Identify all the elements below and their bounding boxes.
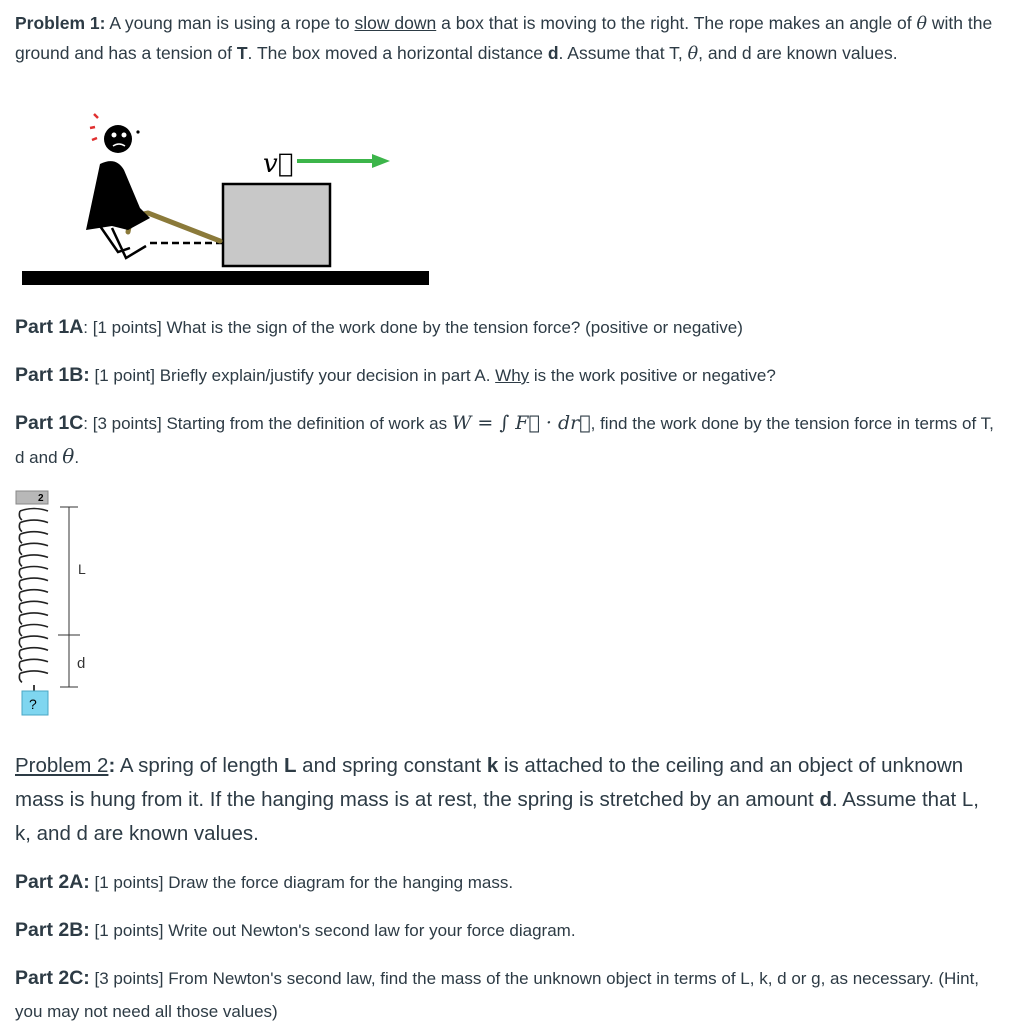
problem1-text: Problem 1: A young man is using a rope to slow down a box that is moving to the right. The rope makes an angle of θ with the ground and has a tension of T. The box moved a horizontal distance d. Assume that T, θ, and d are known values. (15, 13, 993, 64)
part2C: Part 2C: [3 points] From Newton's second law, find the mass of the unknown object in terms of L, k, d or g, as necessary. (Hint, you may not need all those values) (15, 967, 980, 1021)
eye-left (112, 133, 117, 138)
ceiling-label: 2 (38, 493, 44, 504)
problem2-text: Problem 2: A spring of length L and spring constant k is attached to the ceiling and an object of unknown mass is hung from it. If the hanging mass is at rest, the spring is stretched by an amount d. Assume that L, k, and d are known values. (15, 754, 979, 845)
velocity-label: v⃗ (263, 149, 294, 179)
spring-constant-symbol: k (486, 754, 499, 777)
velocity-arrowhead (372, 154, 390, 168)
part2B-label: Part 2B: (15, 919, 90, 941)
problem1-label: Problem 1: (15, 13, 106, 33)
work-formula: W = ∫ F⃗ · dr⃗ (451, 412, 591, 434)
why-emphasis: Why (495, 366, 530, 385)
eye-right (122, 133, 127, 138)
part1C-label: Part 1C (15, 412, 84, 434)
slow-down-emphasis: slow down (354, 13, 437, 33)
part2B: Part 2B: [1 points] Write out Newton's second law for your force diagram. (15, 919, 576, 941)
d-label: d (77, 655, 86, 672)
strain-mark-3 (92, 138, 97, 140)
spring-coil (19, 567, 48, 579)
spring-coil (19, 636, 48, 648)
strain-mark-1 (90, 127, 95, 128)
spring-coil (19, 601, 48, 613)
spring-coil (19, 543, 48, 555)
spring-coil (19, 578, 48, 590)
spring-coil (19, 555, 48, 567)
L-label: L (78, 561, 86, 577)
man-legs (100, 226, 146, 258)
theta-symbol-1c: θ (62, 444, 75, 468)
spring-coil (19, 590, 48, 602)
figure-man-rope-box (0, 0, 440, 300)
part2C-label: Part 2C: (15, 967, 90, 989)
part1B-label: Part 1B: (15, 364, 90, 386)
length-symbol: L (283, 754, 297, 777)
tension-symbol: T (236, 43, 248, 63)
spring-coil (19, 659, 48, 671)
effort-dot (136, 130, 139, 133)
part1C: Part 1C: [3 points] Starting from the definition of work as W = ∫ F⃗ · dr⃗, find the work done by the tension force in terms of T, d and θ. (15, 412, 994, 468)
spring-coil (19, 509, 48, 521)
figure-spring-mass (0, 485, 110, 735)
part1A-label: Part 1A (15, 316, 84, 338)
distance-symbol: d (547, 43, 559, 63)
spring-coil (19, 625, 48, 637)
part2A-label: Part 2A: (15, 871, 90, 893)
strain-mark-2 (94, 114, 98, 118)
problem2-label: Problem 2 (15, 754, 109, 777)
part1A: Part 1A: [1 points] What is the sign of the work done by the tension force? (positive or negative) (15, 316, 743, 338)
man-head (104, 125, 132, 153)
spring-coil (19, 520, 48, 532)
box (223, 184, 330, 266)
part1B: Part 1B: [1 point] Briefly explain/justify your decision in part A. Why is the work positive or negative? (15, 364, 776, 386)
spring-coil (19, 532, 48, 544)
spring-coil (19, 613, 48, 625)
part2A: Part 2A: [1 points] Draw the force diagram for the hanging mass. (15, 871, 514, 893)
stretch-symbol: d (819, 788, 832, 811)
theta-symbol: θ (916, 14, 928, 34)
spring-coil (19, 671, 48, 683)
mass-label: ? (29, 696, 37, 712)
spring-coil (19, 648, 48, 660)
man-body (86, 161, 150, 230)
spring-coils (19, 509, 48, 683)
ground-bar (22, 271, 429, 285)
